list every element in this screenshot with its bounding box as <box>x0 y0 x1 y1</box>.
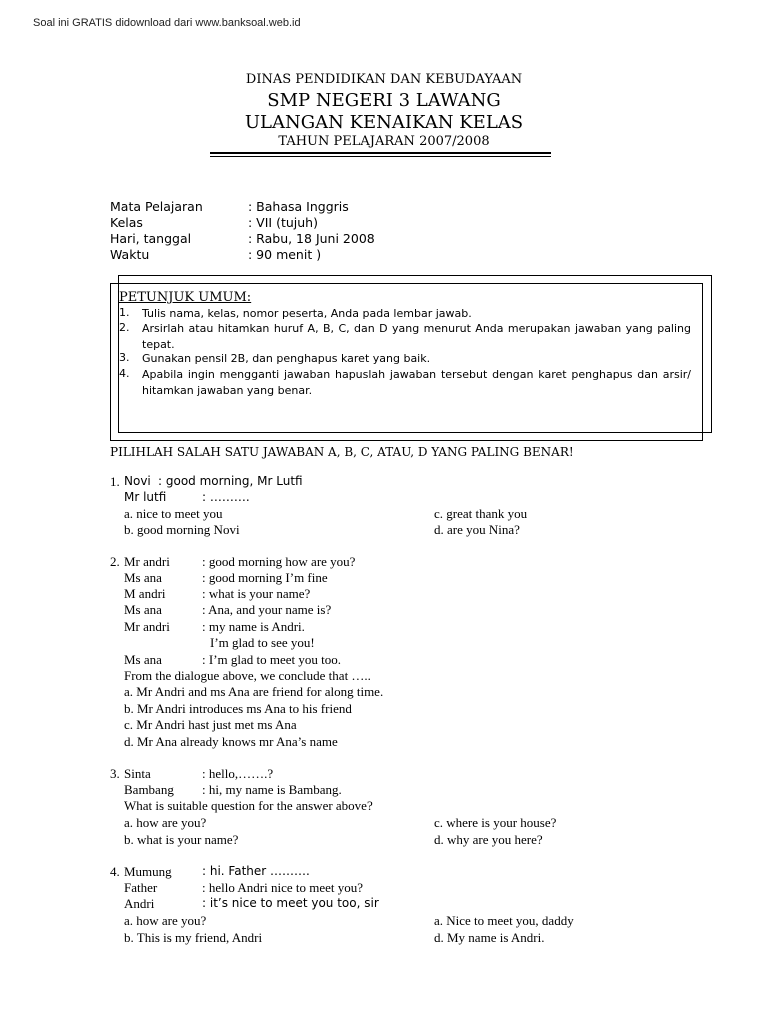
dialogue-speaker: Ms ana <box>124 652 162 667</box>
info-value: : Rabu, 18 Juni 2008 <box>248 231 375 246</box>
academic-year: TAHUN PELAJARAN 2007/2008 <box>278 134 490 149</box>
option-c: a. Nice to meet you, daddy <box>434 913 574 928</box>
option-d: d. My name is Andri. <box>434 930 545 945</box>
dialogue-line: : good morning, Mr Lutfi <box>158 474 303 488</box>
dialogue-speaker: Mr lutfi <box>124 490 167 504</box>
option-d: d. why are you here? <box>434 832 543 847</box>
info-label: Waktu <box>110 247 150 262</box>
instruction-number: 4. <box>119 367 130 380</box>
header-rule-bottom <box>210 156 551 157</box>
school-name: SMP NEGERI 3 LAWANG <box>267 90 501 111</box>
instruction-text: Gunakan pensil 2B, dan penghapus karet yang baik. <box>142 352 431 365</box>
option-a: a. how are you? <box>124 815 207 830</box>
option-c: c. where is your house? <box>434 815 557 830</box>
agency-name: DINAS PENDIDIKAN DAN KEBUDAYAAN <box>245 72 523 87</box>
option-c: c. Mr Andri hast just met ms Ana <box>124 717 297 732</box>
dialogue-line: : my name is Andri. <box>202 619 305 634</box>
option-d: d. Mr Ana already knows mr Ana’s name <box>124 734 338 749</box>
dialogue-line: : ………. <box>202 490 250 504</box>
option-b: b. what is your name? <box>124 832 239 847</box>
instruction-number: 3. <box>119 351 130 364</box>
dialogue-line: : hello,…….? <box>202 766 274 781</box>
dialogue-line: : good morning I’m fine <box>202 570 328 585</box>
question-number: 3. <box>110 766 120 781</box>
dialogue-speaker: Andri <box>124 896 155 911</box>
info-value: : 90 menit ) <box>248 247 322 262</box>
header-rule-top <box>210 152 551 154</box>
info-value: : VII (tujuh) <box>248 215 318 230</box>
info-label: Kelas <box>110 215 143 230</box>
dialogue-line: : hello Andri nice to meet you? <box>202 880 364 895</box>
info-value: : Bahasa Inggris <box>248 199 349 214</box>
dialogue-speaker: Ms ana <box>124 602 162 617</box>
dialogue-line: : hi, my name is Bambang. <box>202 782 342 797</box>
dialogue-line: : good morning how are you? <box>202 554 356 569</box>
option-a: a. nice to meet you <box>124 506 223 521</box>
option-b: b. good morning Novi <box>124 522 240 537</box>
option-a: a. how are you? <box>124 913 207 928</box>
dialogue-speaker: Father <box>124 880 158 895</box>
instruction-number: 2. <box>119 321 130 334</box>
dialogue-speaker: Mr andri <box>124 554 170 569</box>
dialogue-speaker: Sinta <box>124 766 151 781</box>
info-label: Hari, tanggal <box>110 231 192 246</box>
dialogue-line: : I’m glad to meet you too. <box>202 652 342 667</box>
instruction-text: Arsirlah atau hitamkan huruf A, B, C, dan D yang menurut Anda merupakan jawaban yang paling tepat. <box>142 322 691 351</box>
question-number: 4. <box>110 864 120 879</box>
question-number: 2. <box>110 554 120 569</box>
section-title: PILIHLAH SALAH SATU JAWABAN A, B, C, ATAU, D YANG PALING BENAR! <box>110 445 574 459</box>
option-a: a. Mr Andri and ms Ana are friend for along time. <box>124 684 384 699</box>
dialogue-line-continued: I’m glad to see you! <box>210 635 315 650</box>
dialogue-speaker: Ms ana <box>124 570 162 585</box>
dialogue-speaker: Mr andri <box>124 619 170 634</box>
download-watermark: Soal ini GRATIS didownload dari www.banksoal.web.id <box>33 17 301 29</box>
question-number: 1. <box>110 474 120 489</box>
instruction-text: Apabila ingin mengganti jawaban hapuslah jawaban tersebut dengan karet penghapus dan arsir/ hitamkan jawaban yang benar. <box>142 368 691 397</box>
instructions-title: PETUNJUK UMUM: <box>119 290 252 305</box>
question-prompt: What is suitable question for the answer above? <box>124 798 373 813</box>
dialogue-line: : Ana, and your name is? <box>202 602 332 617</box>
info-label: Mata Pelajaran <box>110 199 203 214</box>
instruction-number: 1. <box>119 306 130 319</box>
instruction-text: Tulis nama, kelas, nomor peserta, Anda pada lembar jawab. <box>142 307 472 320</box>
option-b: b. Mr Andri introduces ms Ana to his friend <box>124 701 352 716</box>
dialogue-line: : what is your name? <box>202 586 311 601</box>
option-d: d. are you Nina? <box>434 522 520 537</box>
dialogue-speaker: Mumung <box>124 864 172 879</box>
option-c: c. great thank you <box>434 506 528 521</box>
dialogue-speaker: Bambang <box>124 782 174 797</box>
dialogue-line: : hi. Father ………. <box>202 864 310 878</box>
dialogue-speaker: Novi <box>124 474 151 488</box>
exam-title: ULANGAN KENAIKAN KELAS <box>244 112 524 133</box>
option-b: b. This is my friend, Andri <box>124 930 263 945</box>
question-prompt: From the dialogue above, we conclude that ….. <box>124 668 371 683</box>
dialogue-speaker: M andri <box>124 586 166 601</box>
dialogue-line: : it’s nice to meet you too, sir <box>202 896 379 910</box>
